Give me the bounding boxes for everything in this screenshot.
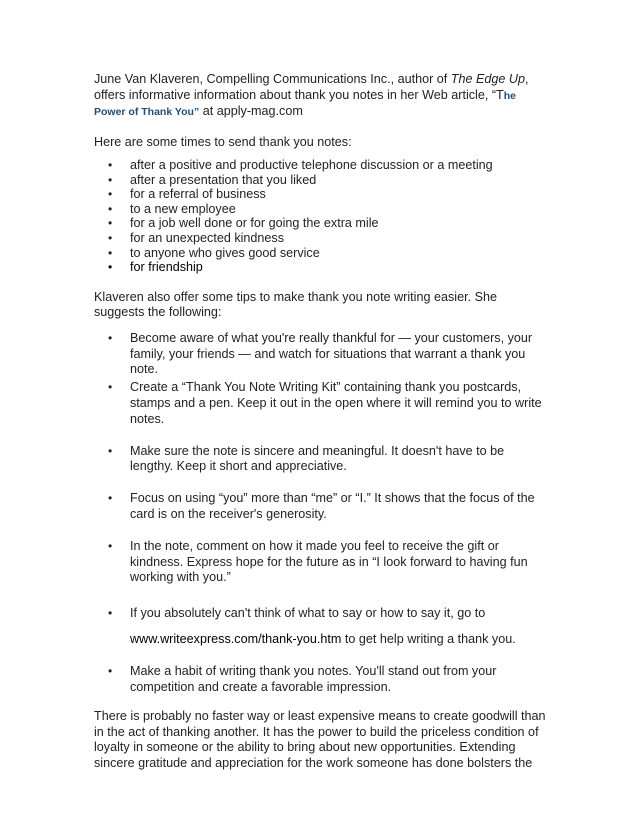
list-item: • after a positive and productive telephone discussion or a meeting (108, 158, 493, 172)
bullet-icon: • (108, 491, 113, 506)
url-line (130, 632, 550, 648)
bullet-icon: • (108, 538, 113, 553)
bullet-icon: • (108, 330, 113, 345)
bullet-icon: • (108, 245, 113, 260)
list-item: • after a presentation that you liked (108, 172, 317, 187)
intro-text-1: June Van Klaveren, Compelling Communications Inc., author of (94, 72, 451, 86)
intro-paragraph (94, 72, 550, 121)
bullet-icon: • (108, 443, 113, 458)
bullet-icon: • (108, 216, 113, 231)
book-title: The Edge Up (450, 72, 525, 86)
url-tail: to get help writing a thank you. (341, 631, 516, 646)
list-item: • Make a habit of writing thank you notes. You'll stand out from your competition and create a favorable impression. (108, 663, 497, 694)
article-title-b[interactable]: Power of Thank You” (94, 106, 200, 118)
bullet-icon: • (108, 158, 113, 172)
writeexpress-link[interactable]: www.writeexpress.com/thank-you.htm (130, 631, 342, 646)
list-item: • If you absolutely can't think of what to say or how to say it, go to www.writeexpress.com/thank-you.htm to get help writing a thank you. (108, 606, 550, 648)
document-page (94, 72, 550, 772)
bullet-icon: • (108, 260, 113, 275)
bullet-icon: • (108, 187, 113, 202)
tips-lead: Klaveren also offer some tips to make thank you note writing easier. She suggests the following: (94, 289, 497, 320)
tips-list (94, 331, 550, 696)
list-item: • Make sure the note is sincere and meaningful. It doesn't have to be lengthy. Keep it short and appreciative. (108, 443, 505, 474)
intro-text-2: , offers informative information about thank you notes in her Web article, “T (94, 72, 529, 102)
times-lead: Here are some times to send thank you notes: (94, 134, 352, 149)
list-item: • Become aware of what you're really thankful for — your customers, your family, your friends — and watch for situations that warrant a thank you note. (108, 330, 533, 377)
bullet-icon: • (108, 172, 113, 187)
list-item: • to a new employee (108, 201, 236, 216)
bullet-icon: • (108, 201, 113, 216)
bullet-icon: • (108, 663, 113, 678)
bullet-icon: • (108, 606, 113, 621)
article-title-a[interactable]: he (503, 89, 516, 102)
bullet-icon: • (108, 380, 113, 395)
bullet-icon: • (108, 230, 113, 245)
list-item: • Focus on using “you” more than “me” or “I.” It shows that the focus of the card is on the receiver's generosity. (108, 491, 535, 521)
list-item: • to anyone who gives good service (108, 245, 320, 260)
list-item: • for an unexpected kindness (108, 230, 285, 245)
list-item: • for a referral of business (108, 187, 266, 202)
list-item: • for friendship (108, 260, 203, 275)
intro-text-3: at apply-mag.com (199, 104, 303, 118)
closing-paragraph: There is probably no faster way or least expensive means to create goodwill than in the act of thanking another. It has the power to build the priceless condition of loyalty in someone or the ability to bring about new opportunities. Extending sincere gratitude and appreciation for the work someone has done bolsters the (94, 709, 546, 771)
list-item: • Create a “Thank You Note Writing Kit” containing thank you postcards, stamps and a pen. Keep it out in the open where it will remind you to write notes. (108, 380, 542, 426)
list-item: • In the note, comment on how it made you feel to receive the gift or kindness. Express hope for the future as in “I look forward to having fun working with you.” (108, 538, 528, 585)
times-list (94, 158, 550, 275)
list-item: • for a job well done or for going the extra mile (108, 216, 379, 231)
